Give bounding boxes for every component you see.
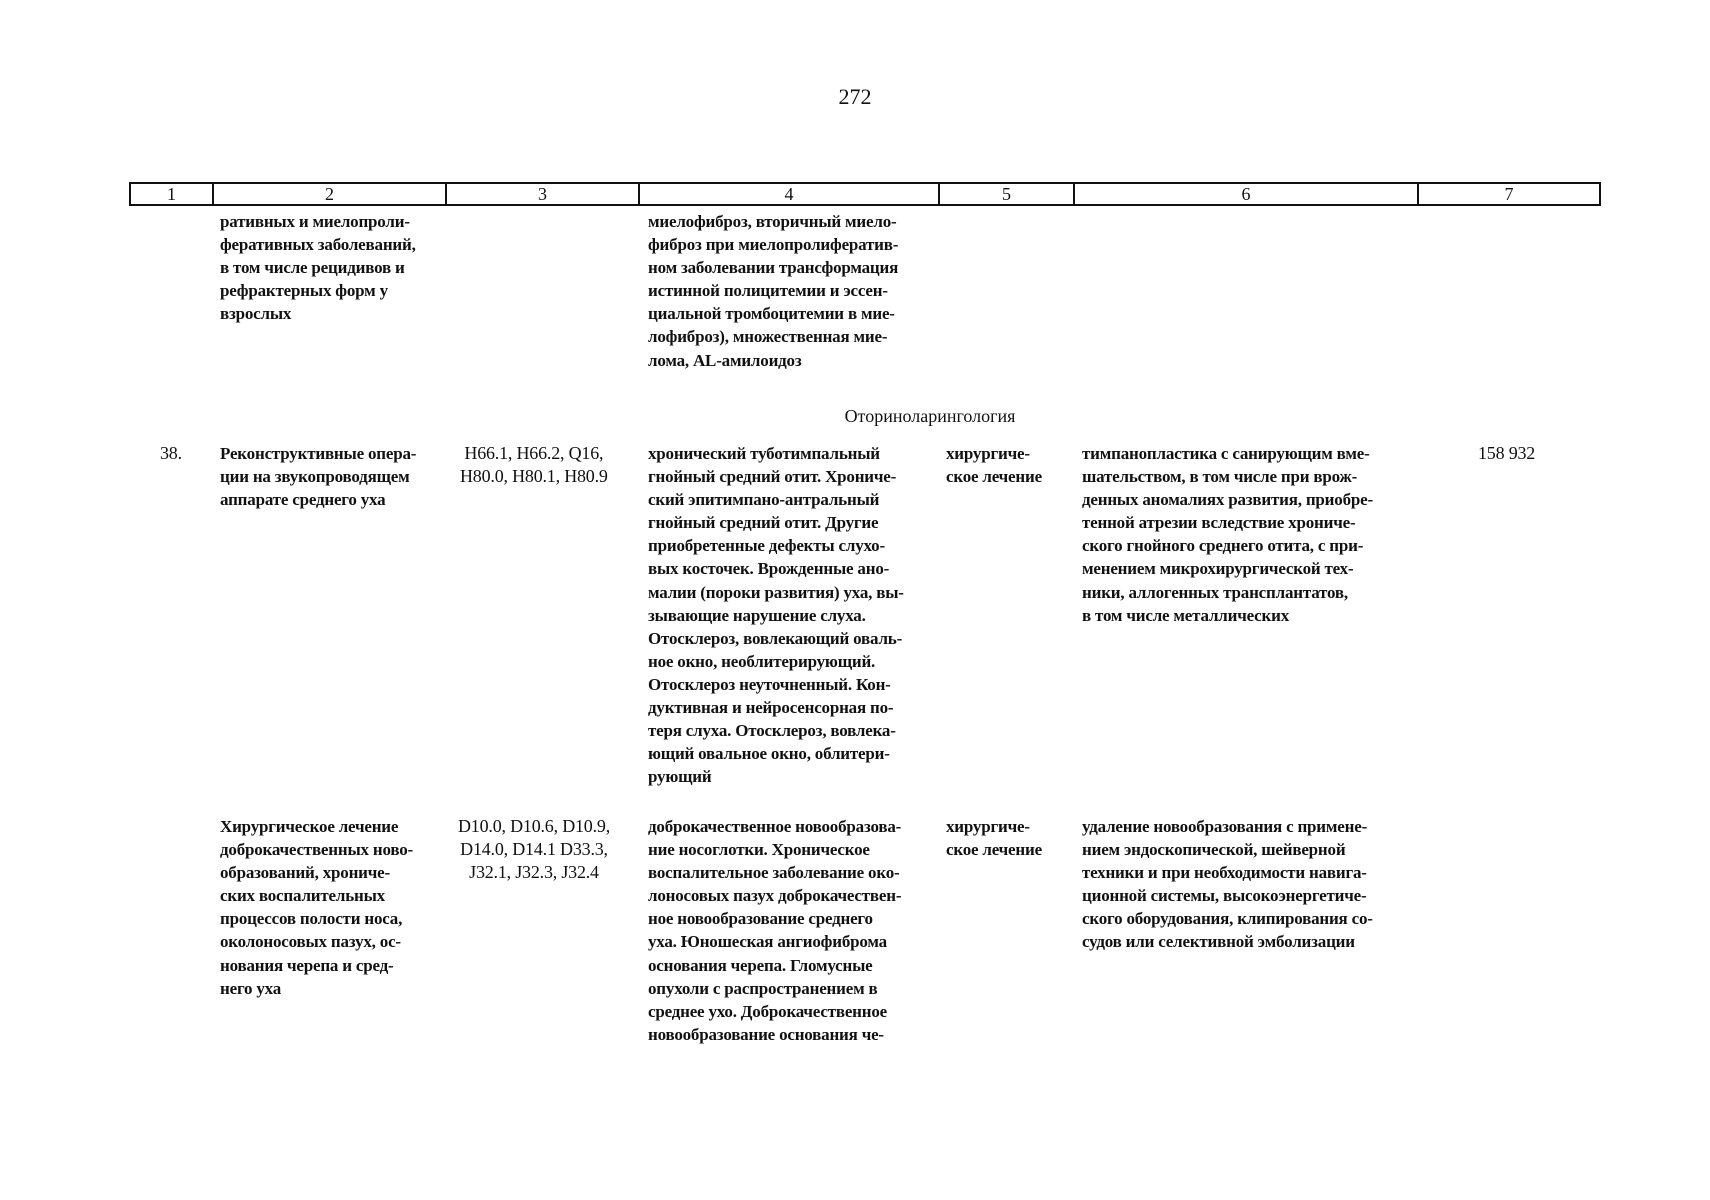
header-col-2: 2 bbox=[214, 184, 447, 204]
row-method: удаление новообразования с примене- нием эндоскопической, шейверной техники и при необходимости навига- ционной системы, высокоэнергетиче- ского оборудования, клипирования со- судов или селективной эмболизации bbox=[1082, 817, 1373, 952]
row-codes: D10.0, D10.6, D10.9, D14.0, D14.1 D33.3, J32.1, J32.3, J32.4 bbox=[458, 816, 610, 883]
row-method: тимпанопластика с санирующим вме- шательством, в том числе при врож- денных аномалиях развития, приобре- тенной атрезии вследствие хрониче- ского гнойного среднего отита, с при- менением микрохирургической тех- ники, аллогенных трансплантатов, в том числе металлических bbox=[1082, 444, 1373, 625]
row-treatment: хирургиче- ское лечение bbox=[946, 817, 1042, 860]
header-col-1: 1 bbox=[131, 184, 214, 204]
row-name: Хирургическое лечение доброкачественных ново- образований, хрониче- ских воспалительных процессов полости носа, околоносовых пазух, ос- нования черепа и сред- него уха bbox=[220, 817, 413, 998]
header-col-6: 6 bbox=[1075, 184, 1419, 204]
continuation-col2: ративных и миелопроли- феративных заболеваний, в том числе рецидивов и рефрактерных форм у взрослых bbox=[220, 212, 416, 324]
row-name: Реконструктивные опера- ции на звукопроводящем аппарате среднего уха bbox=[220, 444, 417, 510]
header-col-5: 5 bbox=[940, 184, 1075, 204]
row-price: 158 932 bbox=[1478, 443, 1536, 463]
continuation-col4: миелофиброз, вторичный миело- фиброз при миелопролифератив- ном заболевании трансформация истинной полицитемии и эссен- циальной тромбоцитемии в мие- лофиброз), множественная мие- лома, AL-амилоидоз bbox=[648, 212, 899, 370]
row-model: хронический туботимпальный гнойный средний отит. Хрониче- ский эпитимпано-антральный гнойный средний отит. Другие приобретенные дефекты слухо- вых косточек. Врожденные ано- малии (пороки развития) уха, вы- зывающие нарушение слуха. Отосклероз, вовлекающий оваль- ное окно, необлитерирующий. Отосклероз неуточненный. Кон- дуктивная и нейросенсорная по- теря слуха. Отосклероз, вовлека- ющий овальное окно, облитери- рующий bbox=[648, 444, 904, 787]
header-col-7: 7 bbox=[1504, 184, 1514, 204]
row-model: доброкачественное новообразова- ние носоглотки. Хроническое воспалительное заболевание око- лоносовых пазух доброкачествен- ное новообразование среднего уха. Юношеская ангиофиброма основания черепа. Гломусные опухоли с распространением в среднее ухо. Доброкачественное новообразование основания че- bbox=[648, 817, 902, 1044]
table-header-row bbox=[129, 182, 1601, 206]
header-col-3: 3 bbox=[447, 184, 640, 204]
page-number: 272 bbox=[838, 84, 872, 109]
header-col-4: 4 bbox=[640, 184, 940, 204]
row-number: 38. bbox=[160, 443, 182, 463]
row-treatment: хирургиче- ское лечение bbox=[946, 444, 1042, 487]
row-codes: H66.1, H66.2, Q16, H80.0, H80.1, H80.9 bbox=[460, 443, 608, 487]
section-title: Оториноларингология bbox=[844, 406, 1016, 426]
